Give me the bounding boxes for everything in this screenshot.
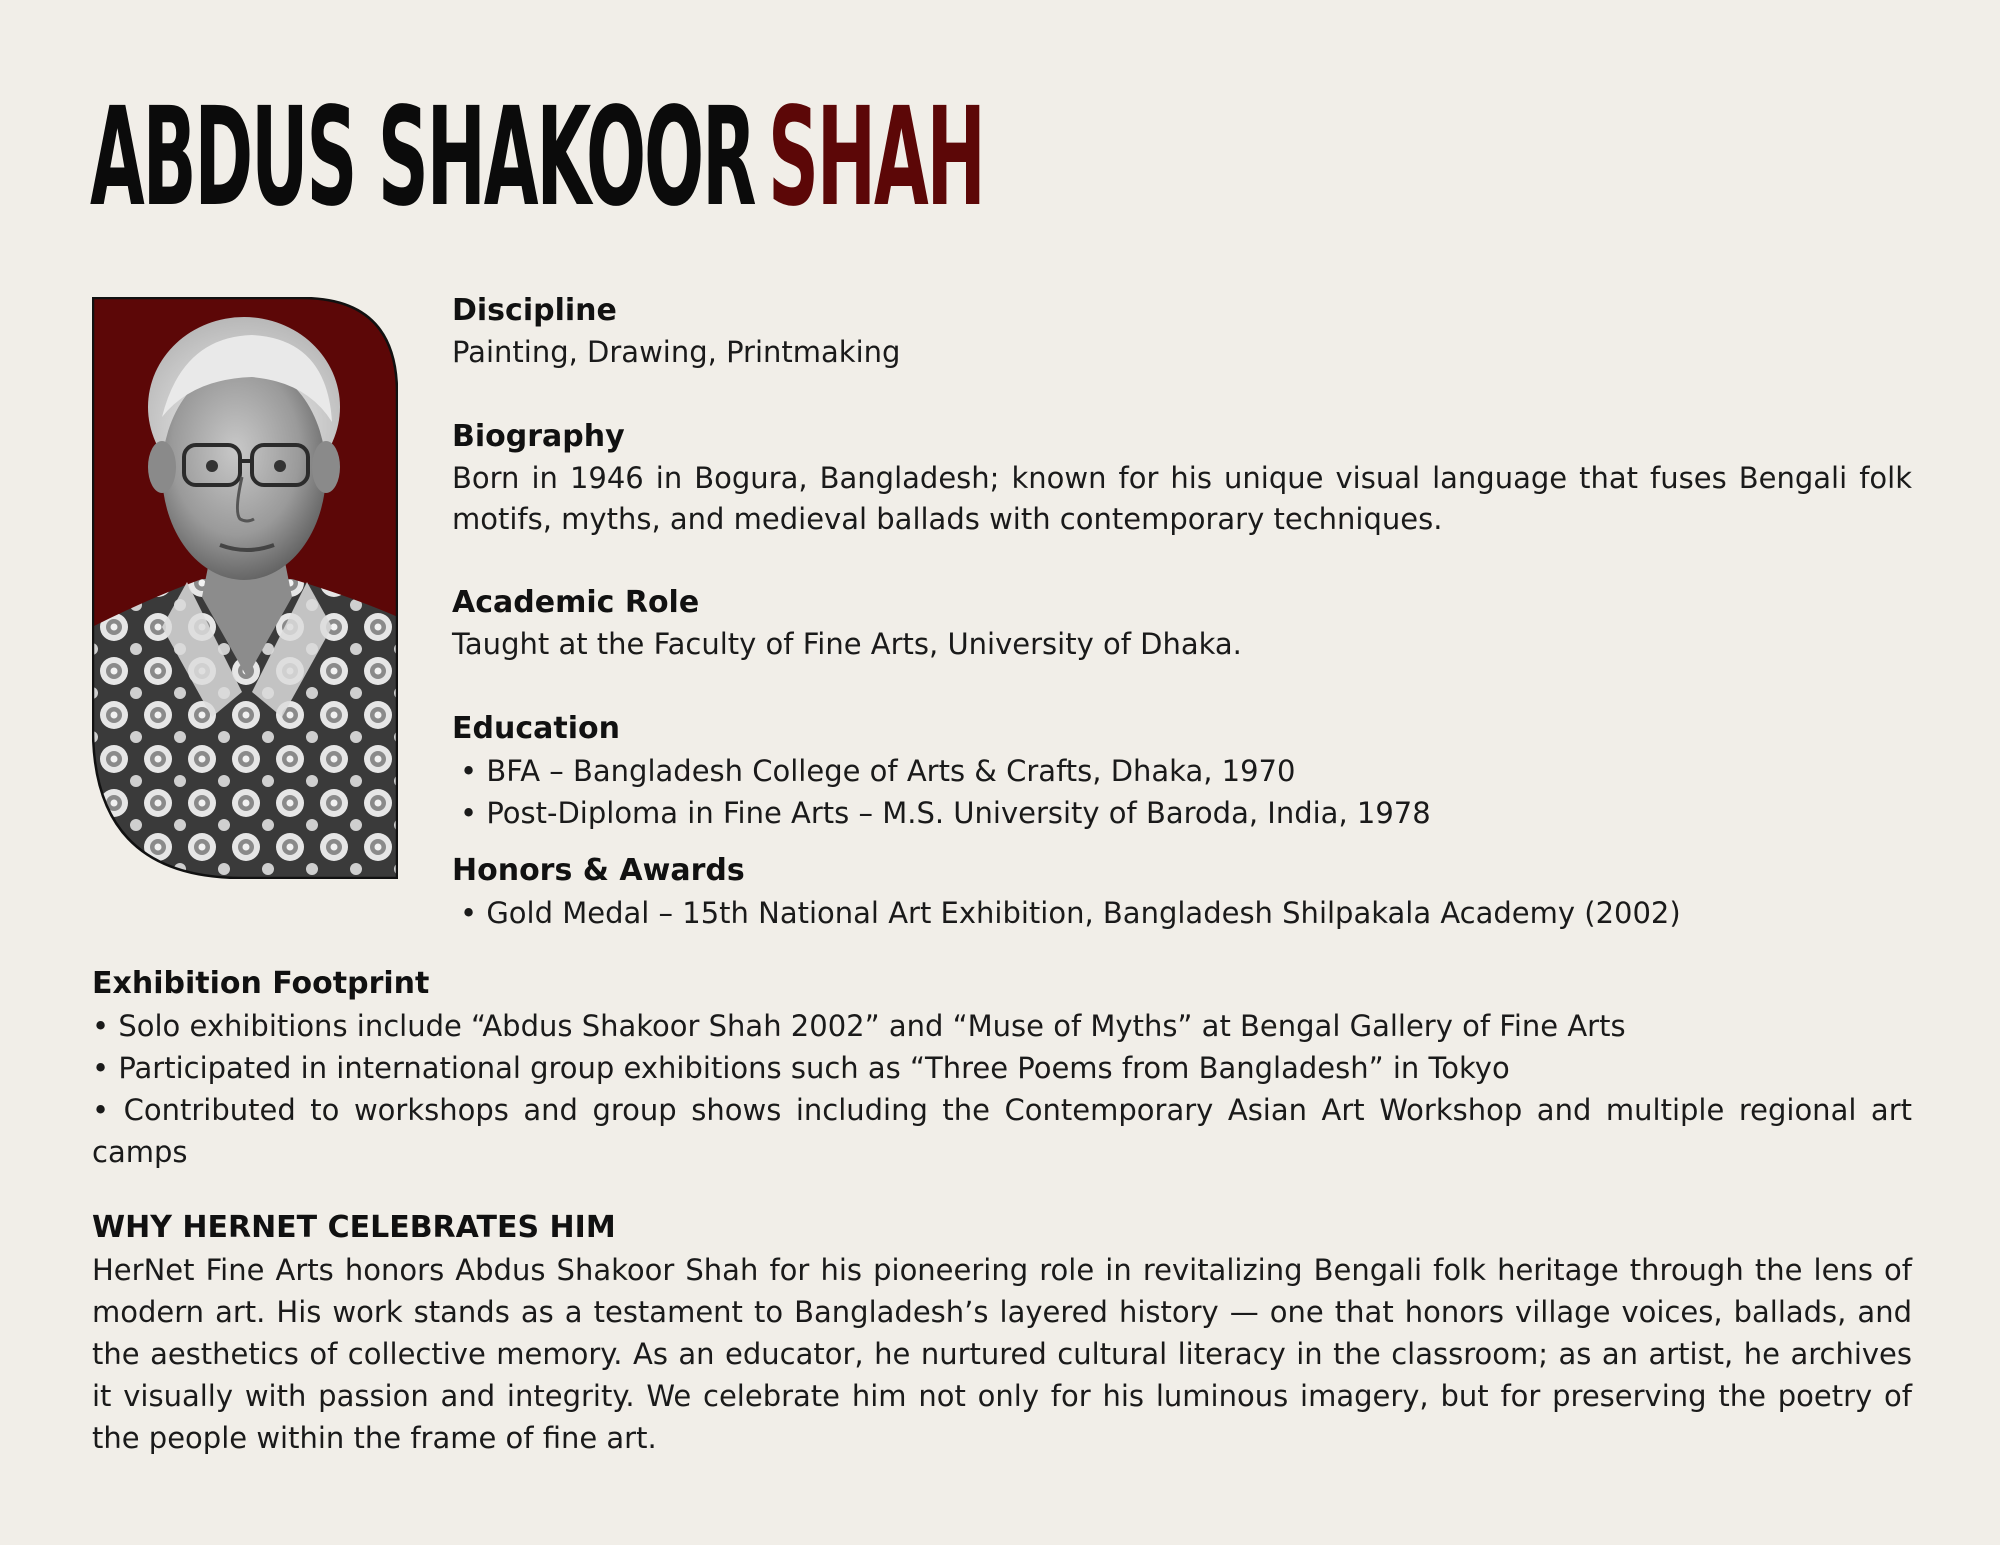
academic-heading: Academic Role — [452, 585, 700, 620]
exhibition-section — [92, 963, 1912, 1173]
honors-item: • Gold Medal – 15th National Art Exhibition, Bangladesh Shilpakala Academy (2002) — [460, 896, 1681, 930]
exhibition-item: • Participated in international group exhibitions such as “Three Poems from Bangladesh” in Tokyo — [92, 1051, 1510, 1085]
education-item: • Post-Diploma in Fine Arts – M.S. University of Baroda, India, 1978 — [460, 796, 1431, 830]
why-heading: WHY HERNET CELEBRATES HIM — [92, 1210, 616, 1245]
education-heading: Education — [452, 711, 620, 746]
exhibition-item: • Solo exhibitions include “Abdus Shakoor Shah 2002” and “Muse of Myths” at Bengal Gallery of Fine Arts — [92, 1009, 1626, 1043]
academic-text: Taught at the Faculty of Fine Arts, University of Dhaka. — [452, 627, 1242, 661]
page-title — [90, 78, 1183, 238]
academic-section — [452, 582, 1912, 665]
education-item: • BFA – Bangladesh College of Arts & Crafts, Dhaka, 1970 — [460, 754, 1296, 788]
discipline-section — [452, 290, 1912, 373]
biography-section — [452, 416, 1912, 540]
biography-heading: Biography — [452, 419, 625, 454]
why-text: HerNet Fine Arts honors Abdus Shakoor Shah for his pioneering role in revitalizing Bengali folk heritage through the lens of modern art. His work stands as a testament to Bangladesh’s layered history — one that honors village voices, ballads, and the aesthetics of collective memory. As an educator, he nurtured cultural literacy in the classroom; as an artist, he archives it visually with passion and integrity. We celebrate him not only for his luminous imagery, but for preserving the poetry of the people within the frame of fine art. — [92, 1253, 1912, 1455]
honors-heading: Honors & Awards — [452, 853, 745, 888]
why-section — [92, 1207, 1912, 1459]
biography-text: Born in 1946 in Bogura, Bangladesh; known for his unique visual language that fuses Bengali folk motifs, myths, and medieval ballads with contemporary techniques. — [452, 461, 1912, 536]
discipline-heading: Discipline — [452, 293, 617, 328]
title-surname: SHAH — [768, 79, 984, 237]
portrait-icon — [92, 297, 398, 879]
exhibition-heading: Exhibition Footprint — [92, 966, 430, 1001]
discipline-text: Painting, Drawing, Printmaking — [452, 335, 901, 369]
exhibition-item: • Contributed to workshops and group shows including the Contemporary Asian Art Workshop and multiple regional art camps — [92, 1093, 1912, 1169]
honors-section — [452, 850, 1912, 934]
title-name: ABDUS SHAKOOR — [90, 79, 755, 237]
portrait-photo — [92, 297, 398, 879]
education-section — [452, 708, 1912, 834]
